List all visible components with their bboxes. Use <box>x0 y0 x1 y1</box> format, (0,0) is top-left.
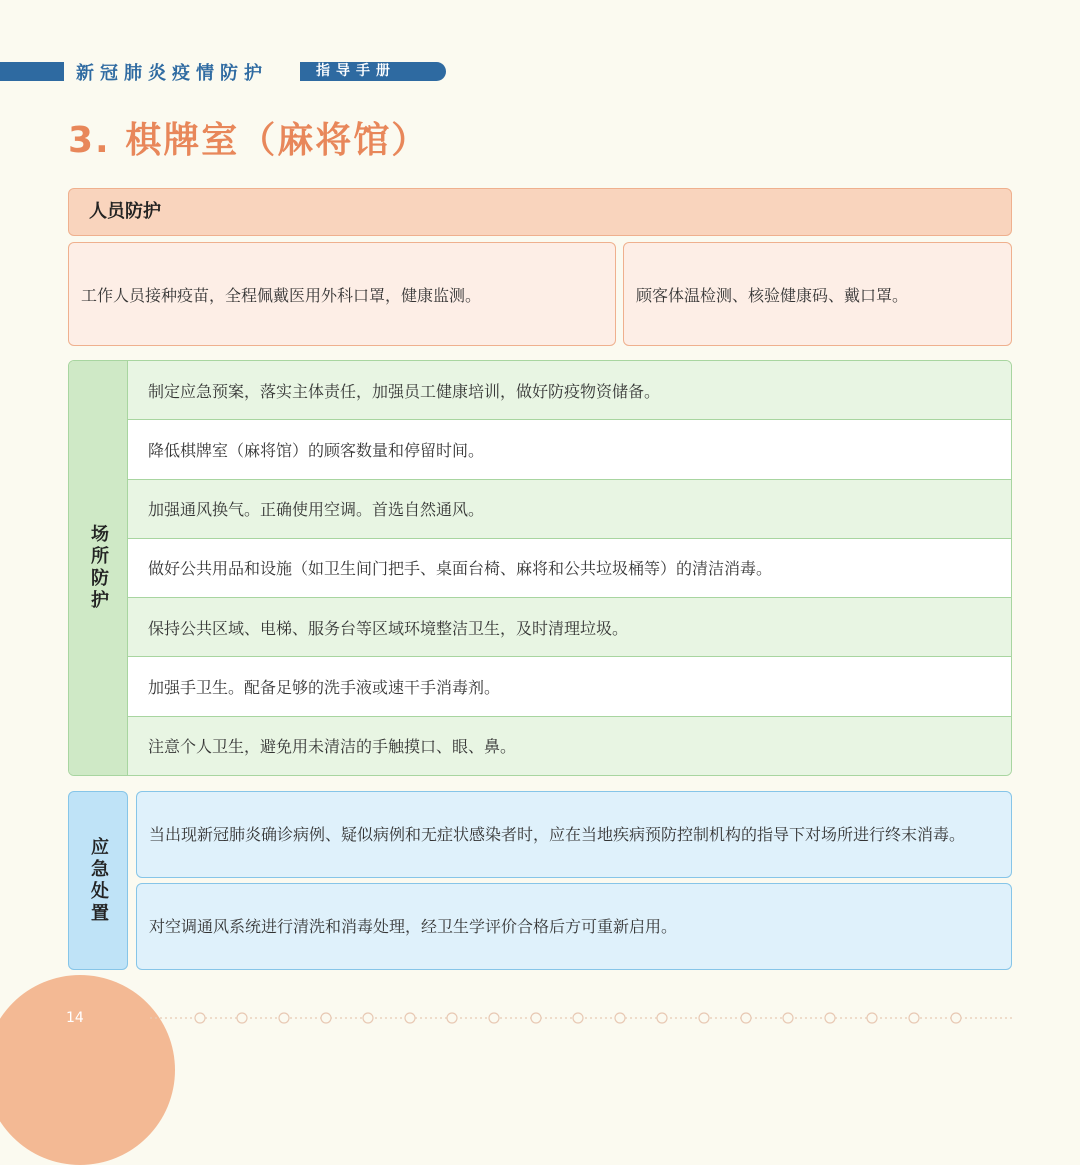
personnel-customers-box <box>623 242 1012 346</box>
emergency-item-text: 对空调通风系统进行清洗和消毒处理，经卫生学评价合格后方可重新启用。 <box>149 916 678 936</box>
header-badge: 指导手册 <box>300 62 446 81</box>
personnel-staff-text: 工作人员接种疫苗，全程佩戴医用外科口罩，健康监测。 <box>81 285 482 305</box>
personnel-staff-box <box>68 242 616 346</box>
header-title: 新冠肺炎疫情防护 <box>76 63 268 84</box>
place-protection-section <box>68 360 1012 776</box>
emergency-item-text: 当出现新冠肺炎确诊病例、疑似病例和无症状感染者时，应在当地疾病预防控制机构的指导下对场所进行终末消毒。 <box>149 824 966 844</box>
header-accent-bar <box>0 62 64 81</box>
page-number: 14 <box>66 1010 84 1026</box>
personnel-heading: 人员防护 <box>68 188 1012 236</box>
list-item: 降低棋牌室（麻将馆）的顾客数量和停留时间。 <box>128 419 1011 478</box>
list-item: 加强通风换气。正确使用空调。首选自然通风。 <box>128 479 1011 538</box>
page-title: 3. 棋牌室（麻将馆） <box>68 120 430 161</box>
list-item: 加强手卫生。配备足够的洗手液或速干手消毒剂。 <box>128 656 1011 715</box>
footer-dotted-divider <box>150 1010 1020 1026</box>
emergency-item-ventilation <box>136 883 1012 970</box>
list-item: 保持公共区域、电梯、服务台等区域环境整洁卫生，及时清理垃圾。 <box>128 597 1011 656</box>
place-protection-label: 场所防护 <box>69 361 128 775</box>
emergency-label: 应急处置 <box>68 791 128 970</box>
list-item: 做好公共用品和设施（如卫生间门把手、桌面台椅、麻将和公共垃圾桶等）的清洁消毒。 <box>128 538 1011 597</box>
footer-decor-circle <box>0 975 175 1165</box>
list-item: 制定应急预案，落实主体责任，加强员工健康培训，做好防疫物资储备。 <box>128 361 1011 419</box>
personnel-customers-text: 顾客体温检测、核验健康码、戴口罩。 <box>636 285 909 305</box>
emergency-item-disinfection <box>136 791 1012 878</box>
list-item: 注意个人卫生，避免用未清洁的手触摸口、眼、鼻。 <box>128 716 1011 775</box>
place-protection-list <box>128 361 1011 775</box>
